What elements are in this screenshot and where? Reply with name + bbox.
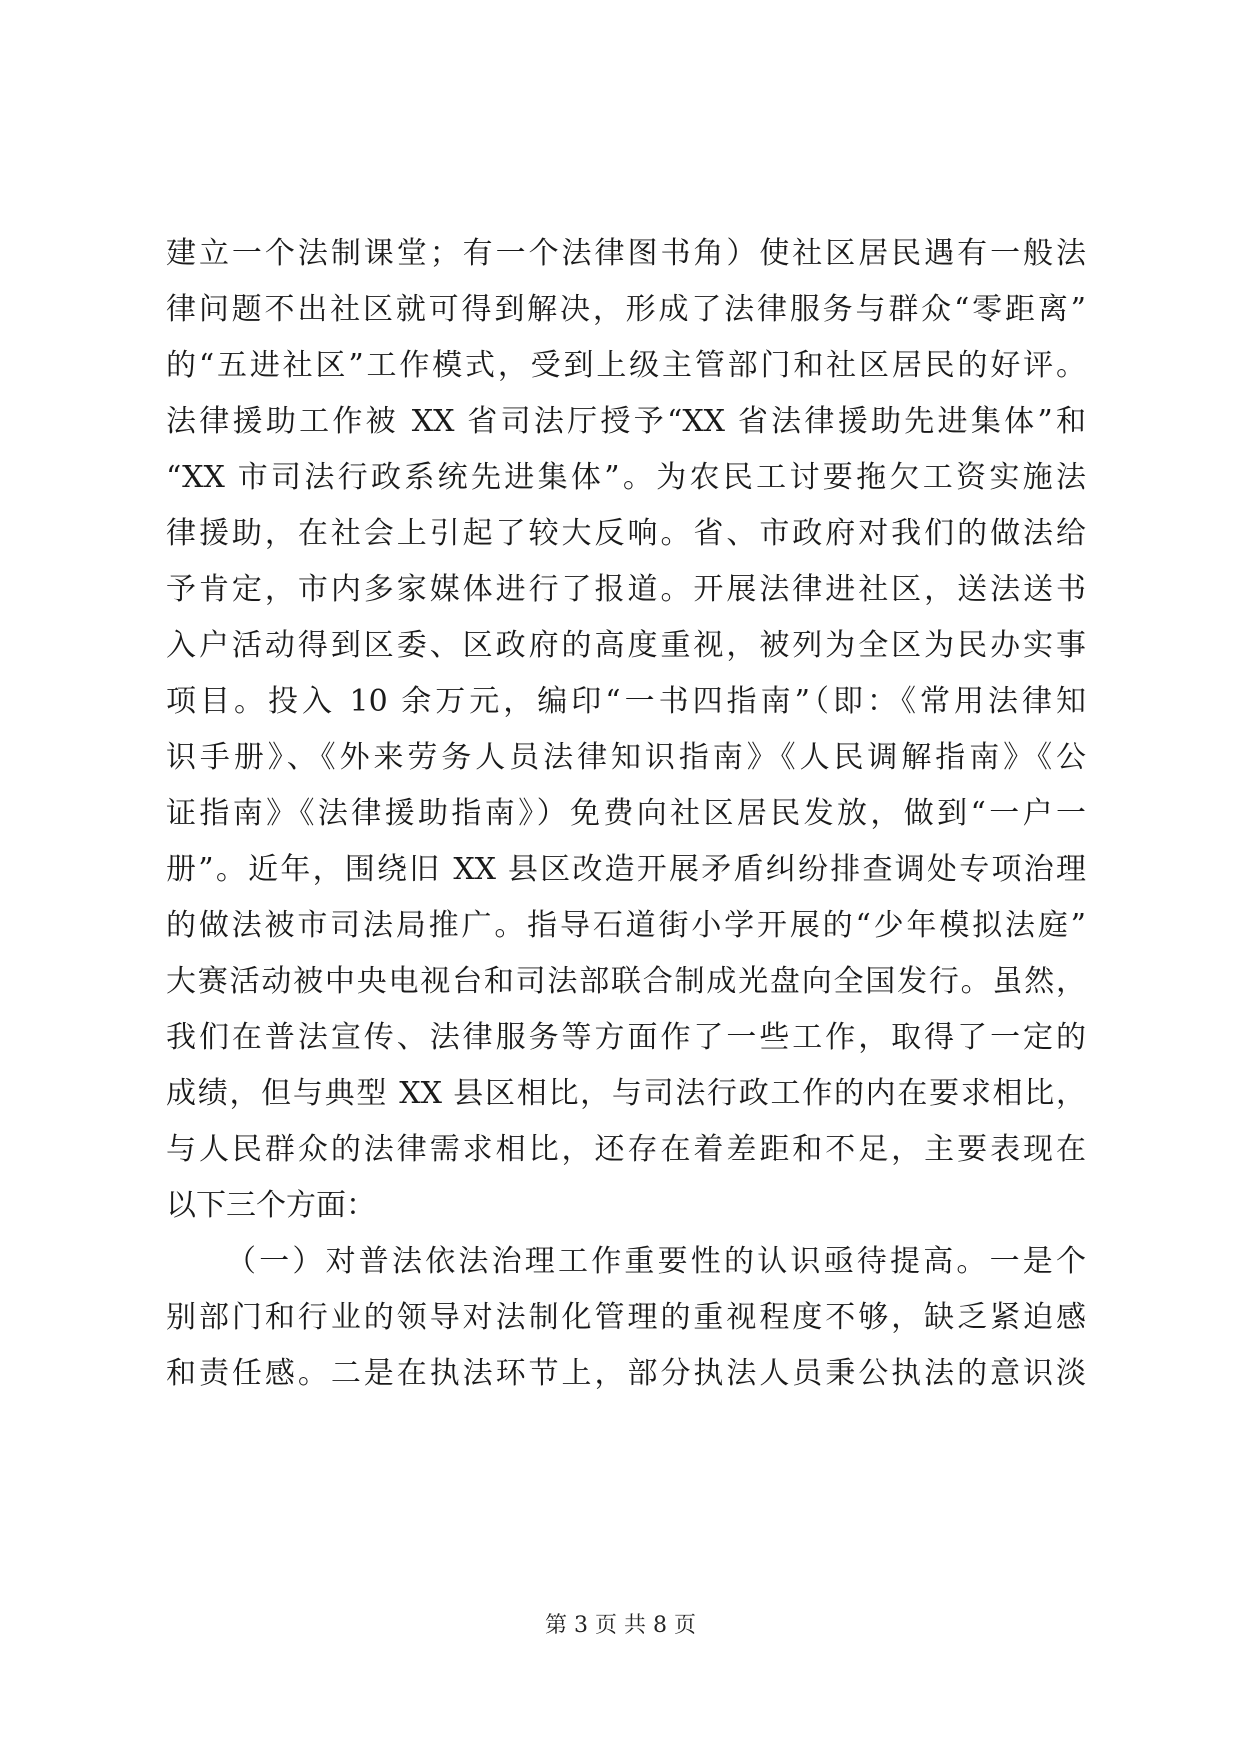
text-line: （一）对普法依法治理工作重要性的认识亟待提高。一是个 [226, 1244, 1086, 1279]
page-footer: 第 3 页 共 8 页 [545, 1613, 696, 1638]
text-line: 的做法被市司法局推广。指导石道街小学开展的“少年模拟法庭” [166, 908, 1086, 943]
body-text [166, 226, 1086, 1402]
text-line: 以下三个方面： [166, 1188, 376, 1223]
text-line: 和责任感。二是在执法环节上，部分执法人员秉公执法的意识淡 [166, 1356, 1086, 1391]
text-line: 册”。近年，围绕旧 XX 县区改造开展矛盾纠纷排查调处专项治理 [166, 852, 1086, 887]
text-line: “XX 市司法行政系统先进集体”。为农民工讨要拖欠工资实施法 [166, 460, 1086, 495]
text-line: 大赛活动被中央电视台和司法部联合制成光盘向全国发行。虽然， [166, 964, 1086, 999]
text-line: 入户活动得到区委、区政府的高度重视，被列为全区为民办实事 [166, 628, 1086, 663]
text-line: 予肯定，市内多家媒体进行了报道。开展法律进社区，送法送书 [166, 572, 1086, 607]
text-line: 识手册》、《外来劳务人员法律知识指南》《人民调解指南》《公 [166, 740, 1086, 775]
text-line: 律援助，在社会上引起了较大反响。省、市政府对我们的做法给 [166, 516, 1086, 551]
text-line: 建立一个法制课堂；有一个法律图书角）使社区居民遇有一般法 [166, 236, 1086, 271]
text-line: 与人民群众的法律需求相比，还存在着差距和不足，主要表现在 [166, 1132, 1086, 1167]
text-line: 成绩，但与典型 XX 县区相比，与司法行政工作的内在要求相比， [166, 1076, 1086, 1111]
text-line: 我们在普法宣传、法律服务等方面作了一些工作，取得了一定的 [166, 1020, 1086, 1055]
text-line: 证指南》《法律援助指南》）免费向社区居民发放，做到“一户一 [166, 796, 1086, 831]
text-line: 的“五进社区”工作模式，受到上级主管部门和社区居民的好评。 [166, 348, 1086, 383]
text-line: 法律援助工作被 XX 省司法厅授予“XX 省法律援助先进集体”和 [166, 404, 1086, 439]
text-line: 别部门和行业的领导对法制化管理的重视程度不够，缺乏紧迫感 [166, 1300, 1086, 1335]
text-line: 律问题不出社区就可得到解决，形成了法律服务与群众“零距离” [166, 292, 1086, 327]
text-line: 项目。投入 10 余万元，编印“一书四指南”（即：《常用法律知 [166, 684, 1086, 719]
